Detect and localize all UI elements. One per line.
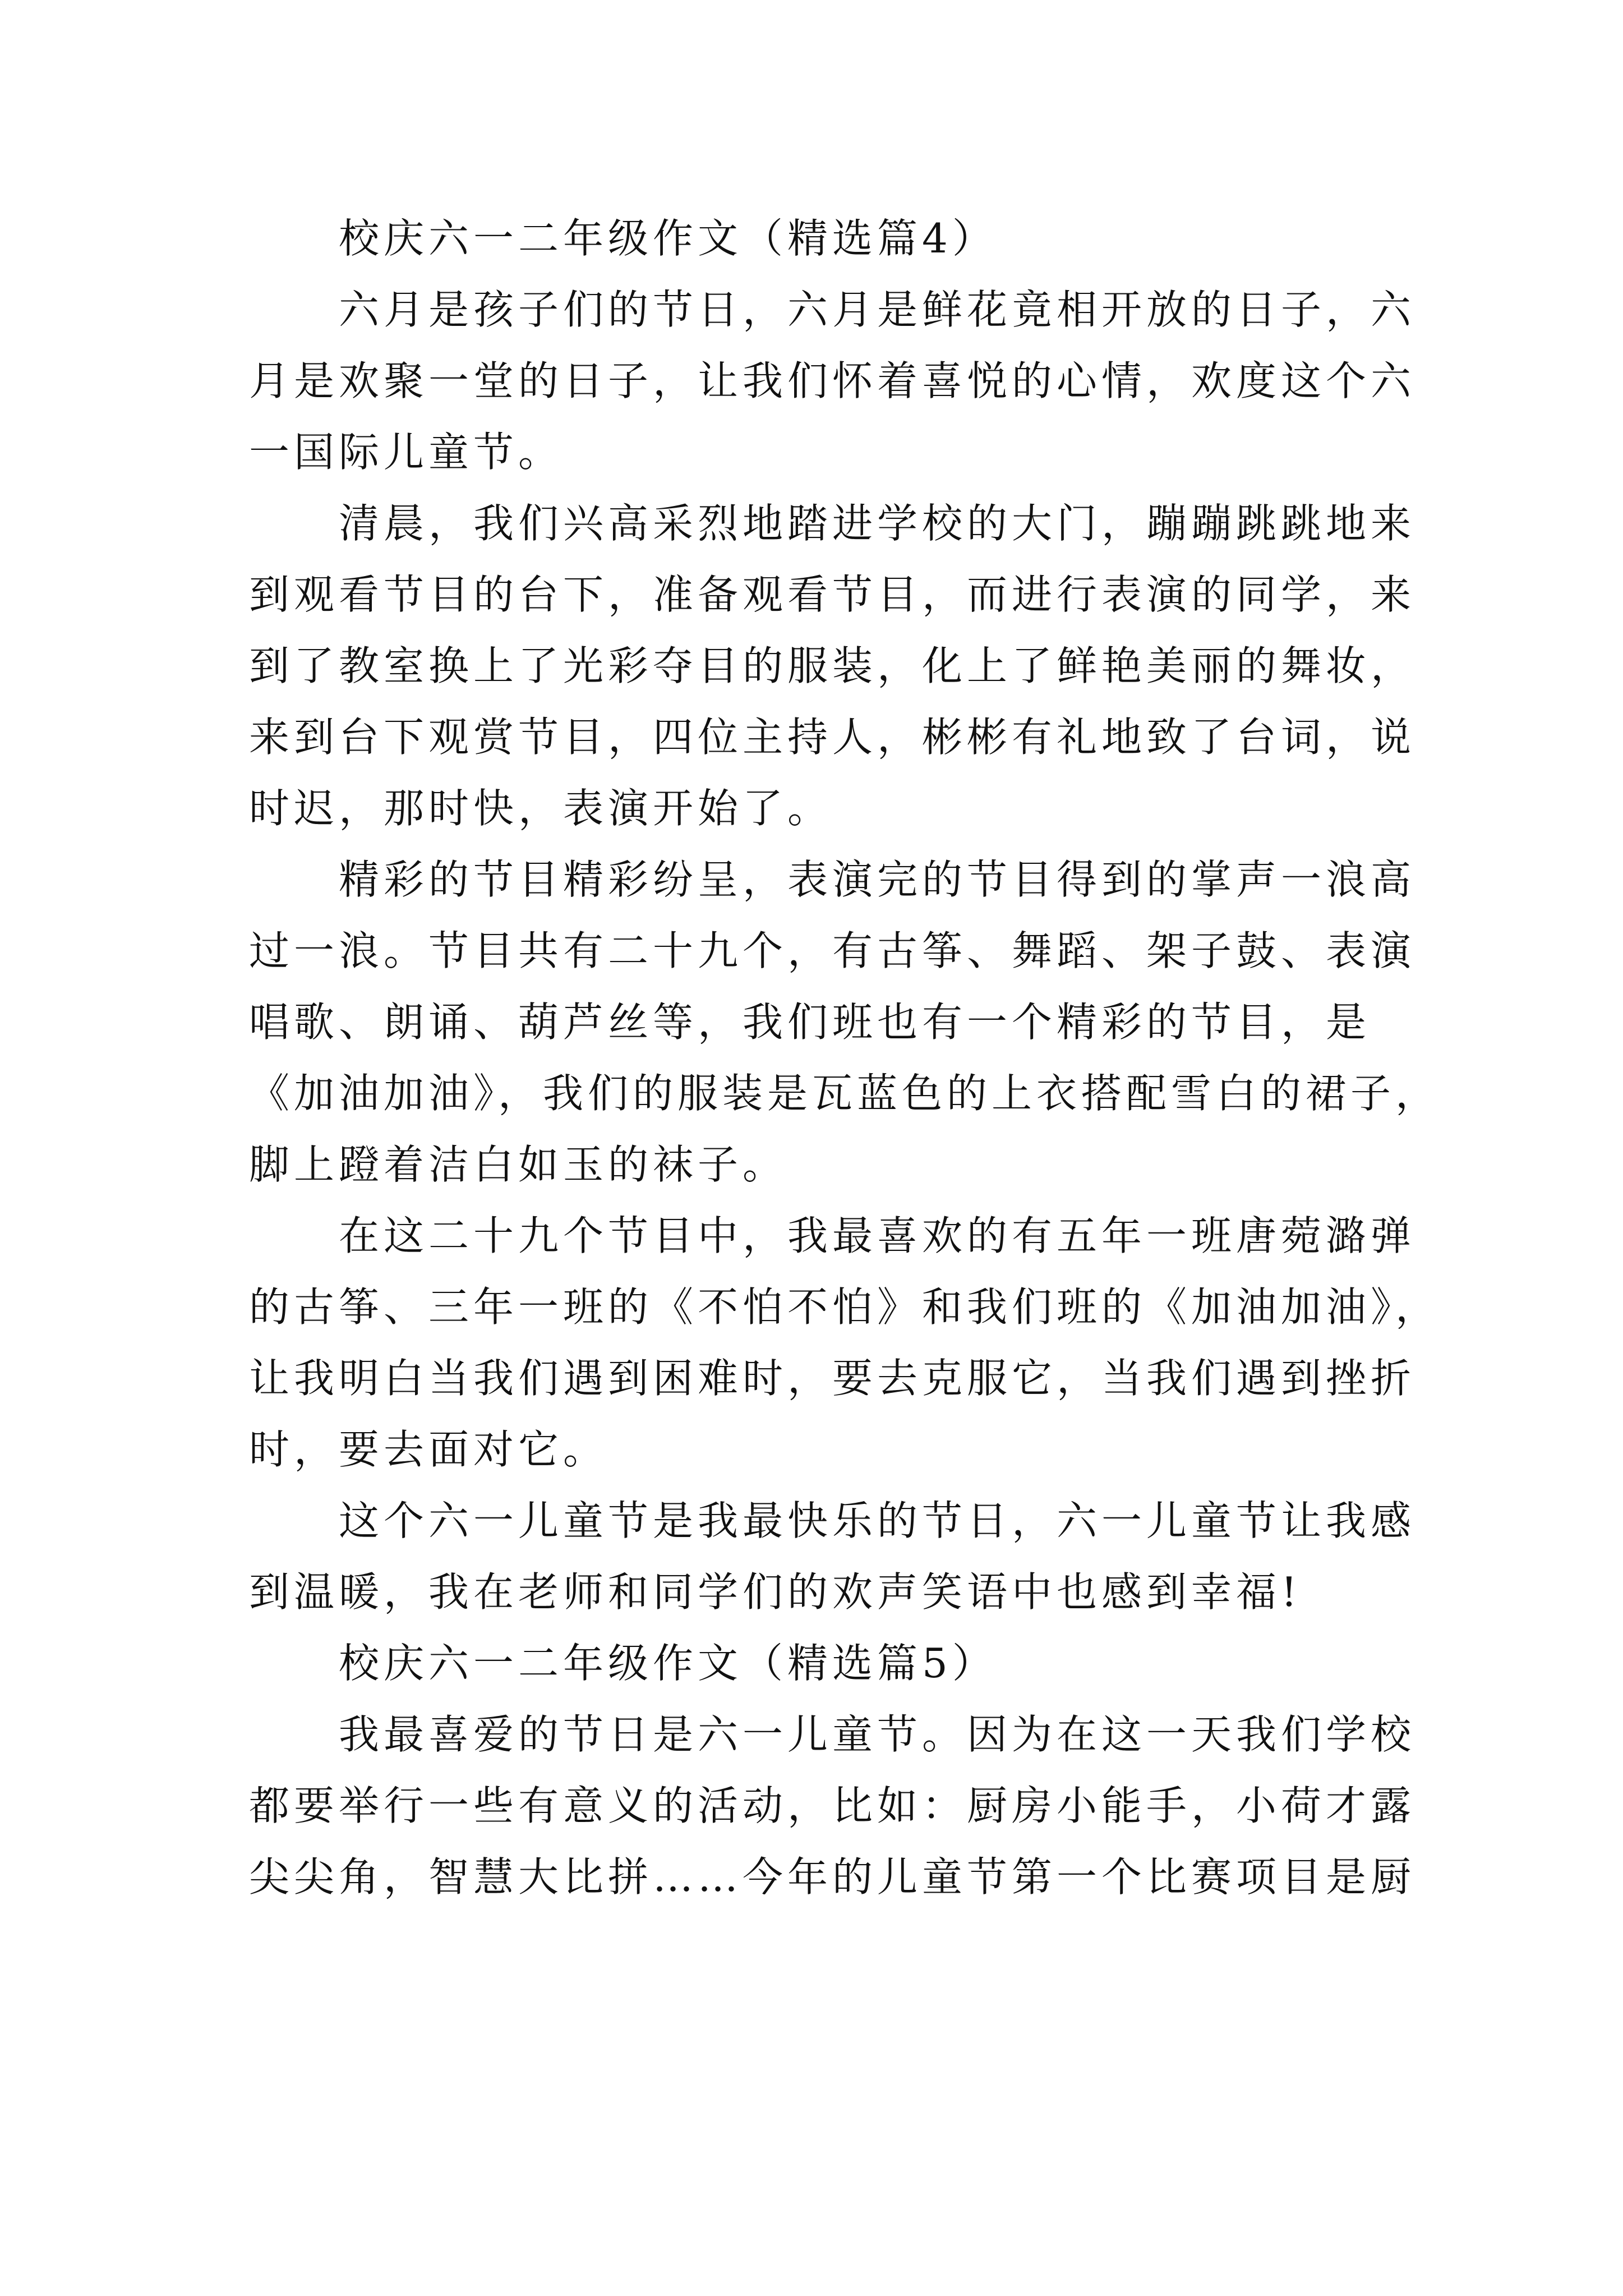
- paragraph-line: 过一浪。节目共有二十九个，有古筝、舞蹈、架子鼓、表演: [249, 927, 1416, 974]
- paragraph-line: 时迟，那时快，表演开始了。: [249, 785, 833, 832]
- paragraph-line: 唱歌、朗诵、葫芦丝等，我们班也有一个精彩的节目，是: [249, 999, 1371, 1046]
- paragraph-line: 时，要去面对它。: [249, 1426, 608, 1473]
- paragraph-line: 到观看节目的台下，准备观看节目，而进行表演的同学，来: [249, 571, 1416, 618]
- paragraph-line: 尖尖角，智慧大比拼……今年的儿童节第一个比赛项目是厨: [249, 1853, 1416, 1901]
- paragraph-line: 《加油加油》，我们的服装是瓦蓝色的上衣搭配雪白的裙子，: [249, 1070, 1441, 1117]
- paragraph-line: 到了教室换上了光彩夺目的服装，化上了鲜艳美丽的舞妆，: [249, 642, 1416, 689]
- paragraph-line: 在这二十九个节目中，我最喜欢的有五年一班唐菀潞弹: [339, 1212, 1416, 1259]
- paragraph-line: 六月是孩子们的节日，六月是鲜花竟相开放的日子，六: [339, 286, 1416, 333]
- paragraph-line: 月是欢聚一堂的日子，让我们怀着喜悦的心情，欢度这个六: [249, 357, 1416, 404]
- paragraph-line: 都要举行一些有意义的活动，比如：厨房小能手，小荷才露: [249, 1782, 1416, 1829]
- paragraph-line: 一国际儿童节。: [249, 429, 564, 476]
- paragraph-line: 我最喜爱的节日是六一儿童节。因为在这一天我们学校: [339, 1711, 1416, 1758]
- paragraph-line: 脚上蹬着洁白如玉的袜子。: [249, 1141, 788, 1188]
- paragraph-line: 这个六一儿童节是我最快乐的节日，六一儿童节让我感: [339, 1497, 1416, 1544]
- section-heading: 校庆六一二年级作文（精选篇4）: [339, 215, 997, 262]
- paragraph-line: 精彩的节目精彩纷呈，表演完的节目得到的掌声一浪高: [339, 856, 1416, 903]
- paragraph-line: 来到台下观赏节目，四位主持人，彬彬有礼地致了台词，说: [249, 714, 1416, 761]
- document-body: [249, 203, 1441, 1913]
- paragraph-line: 让我明白当我们遇到困难时，要去克服它，当我们遇到挫折: [249, 1355, 1416, 1402]
- section-heading: 校庆六一二年级作文（精选篇5）: [339, 1640, 997, 1687]
- paragraph-line: 清晨，我们兴高采烈地踏进学校的大门，蹦蹦跳跳地来: [339, 500, 1416, 547]
- paragraph-line: 的古筝、三年一班的《不怕不怕》和我们班的《加油加油》，: [249, 1283, 1441, 1331]
- paragraph-line: 到温暖，我在老师和同学们的欢声笑语中也感到幸福!: [249, 1568, 1302, 1616]
